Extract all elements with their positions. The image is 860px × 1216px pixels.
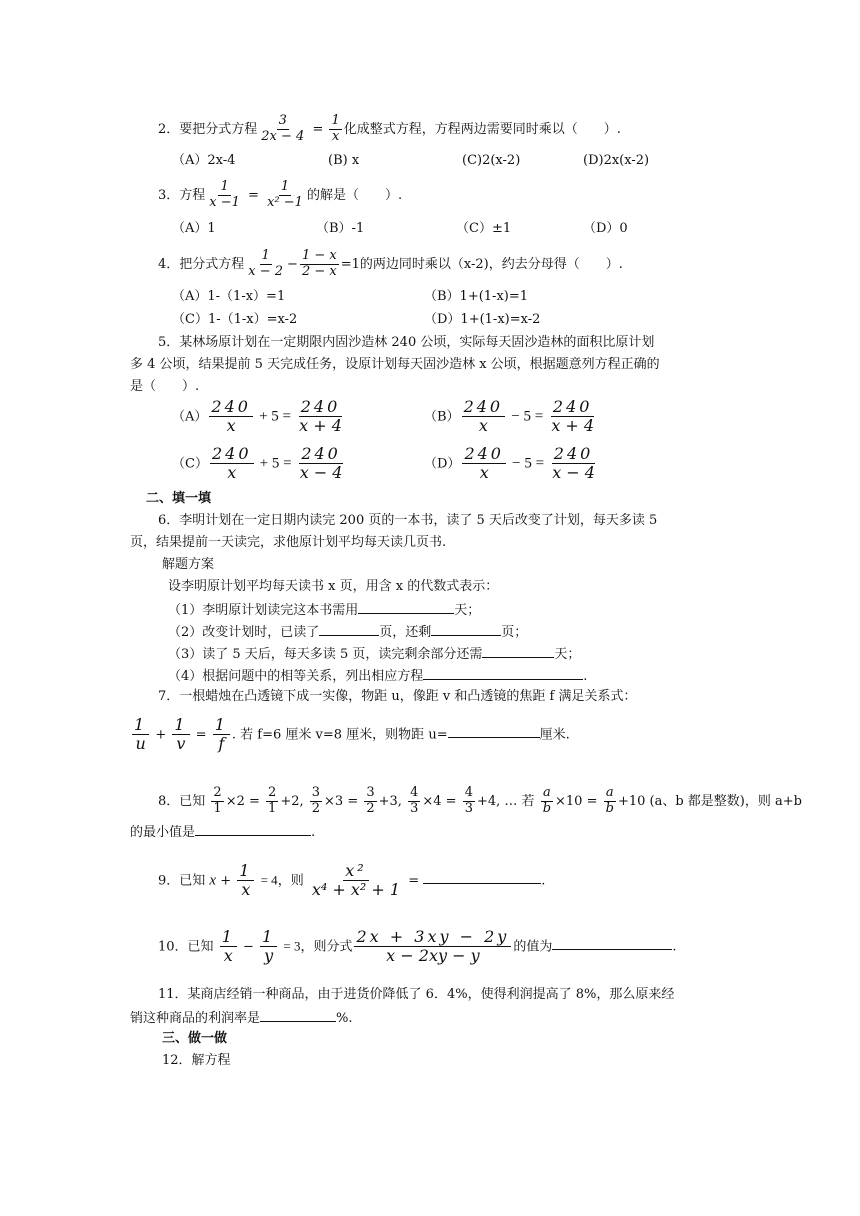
fraction (207, 180, 242, 211)
denominator: x (478, 416, 488, 436)
question-12: 12．解方程 (162, 1053, 231, 1068)
answer-blank[interactable] (482, 644, 554, 658)
step-text: （1）李明原计划读完这本书需用 (168, 603, 359, 618)
denominator: x − 4 (299, 463, 343, 483)
q7-formula-line: $\frac{1}{u}$ + $\frac{1}{v}$ = $\frac{1}{f}$ . 若 f=6 厘米 v=8 厘米，则物距 u= 厘米. (134, 715, 570, 754)
q6-step-3 (168, 644, 580, 664)
numerator: 1 (174, 715, 188, 734)
q10-condition-rhs: = 3 (283, 938, 301, 954)
denominator: x − 2xy − y (386, 946, 480, 966)
step-text: （3）读了 5 天后，每天多读 5 页，读完剩余部分还需 (168, 647, 483, 662)
numerator: 1 (134, 715, 148, 734)
q3-option-d: （D）0 (583, 221, 628, 236)
q3-option-b: （B）-1 (316, 221, 365, 236)
denominator: x (479, 463, 489, 483)
q6-plan-title: 解题方案 (162, 557, 215, 572)
answer-blank[interactable] (195, 822, 311, 836)
q6-setup: 设李明原计划平均每天读书 x 页，用含 x 的代数式表示： (168, 579, 499, 594)
q9-text-end: . (541, 873, 546, 889)
q7-text-end: 厘米. (539, 727, 570, 743)
q6-step-2 (168, 622, 527, 642)
q8-line-2 (130, 822, 315, 842)
q4-option-d: （D）1+(1-x)=x-2 (424, 312, 541, 327)
q10-text-end: . (672, 939, 677, 955)
q5-option-c (172, 445, 346, 483)
q10-text-mid: 的值为 (513, 939, 553, 955)
numerator: 240 (211, 397, 251, 416)
q2-text: 2．要把分式方程 (158, 121, 258, 137)
fraction: $\frac{a}{b}$ (542, 785, 552, 816)
q7-line-1: 7．一根蜡烛在凸透镜下成一实像，物距 u，像距 v 和凸透镜的焦距 f 满足关系式： (158, 689, 637, 704)
operator: + 5 = (259, 408, 291, 425)
q8-condition: (a、b 都是整数)，则 a+b (649, 793, 802, 809)
q8-text: 的最小值是 (130, 825, 196, 840)
question-10: 10．已知 $\frac{1}{x}$ − $\frac{1}{y}$ = 3，则分式 $\frac{2x + 3xy - 2y}{x - 2xy - y}$ 的值为 . (158, 927, 677, 966)
q4-option-b: （B）1+(1-x)=1 (424, 289, 529, 304)
fraction (297, 398, 344, 436)
q2-option-a: （A）2x-4 (172, 153, 236, 168)
q5-option-d (424, 445, 599, 483)
fraction: $\frac{1}{x}$ (239, 861, 253, 900)
fraction (298, 445, 345, 483)
numerator: 240 (553, 444, 594, 463)
q9-condition-rhs: = 4 (260, 872, 278, 888)
fraction: $\frac{1}{x}$ (221, 927, 235, 966)
q11-text: 销这种商品的利润率是 (130, 1011, 261, 1026)
step-text-end: 天； (554, 647, 581, 662)
numerator: x² (345, 861, 367, 880)
fraction (462, 445, 506, 483)
fraction: $\frac{4}{3}$ (464, 785, 473, 816)
option-label: （C） (172, 456, 208, 472)
fraction (132, 716, 149, 754)
step-text-end: . (583, 669, 588, 684)
numerator: 1 (214, 715, 228, 734)
answer-blank[interactable] (431, 622, 501, 636)
step-text-mid: 页，还剩 (379, 625, 432, 640)
denominator: x − 2 (248, 263, 284, 279)
fraction: $\frac{2}{1}$ (268, 785, 277, 816)
q5-option-a (172, 398, 346, 436)
fraction (310, 862, 402, 900)
numerator: 3 (278, 113, 287, 128)
denominator: x −1 (209, 194, 240, 210)
fraction: $\frac{3}{2}$ (311, 785, 321, 816)
q2-text-end: 化成整式方程，方程两边需要同时乘以（ ）. (343, 121, 621, 137)
option-label: （D） (424, 456, 461, 472)
numerator: 1 − x (301, 248, 337, 263)
operator: − 5 = (511, 408, 544, 425)
fraction (210, 445, 254, 483)
fraction (246, 249, 285, 280)
q11-line-2 (130, 1008, 353, 1028)
denominator: x⁴ + x² + 1 (311, 880, 401, 900)
q4-text-end: 的两边同时乘以（x-2)，约去分母得（ ）. (359, 256, 623, 272)
step-text-end: 天； (454, 603, 481, 618)
q6-step-4 (168, 666, 587, 686)
numerator: 1 (220, 179, 229, 194)
q8-text-end: . (311, 825, 316, 840)
q3-option-c: （C）±1 (456, 221, 512, 236)
numerator: 240 (211, 444, 252, 463)
answer-blank[interactable] (319, 622, 379, 636)
option-label: （B） (424, 409, 460, 425)
numerator: 1 (261, 248, 270, 263)
fraction (550, 445, 597, 483)
answer-blank[interactable] (552, 936, 672, 950)
option-label: （A） (172, 409, 208, 425)
q11-line-1: 11．某商店经销一种商品，由于进货价降低了 6．4%，使得利润提高了 8%，那么原来经 (158, 987, 675, 1002)
fraction (462, 398, 506, 436)
denominator: 2x − 4 (261, 128, 305, 144)
denominator: x (227, 463, 237, 483)
equation-rhs: =1 (340, 256, 360, 272)
answer-blank[interactable] (358, 600, 454, 614)
q5-line-2: 多 4 公顷，结果提前 5 天完成任务，设原计划每天固沙造林 x 公顷，根据题意列方程正确的 (130, 357, 660, 372)
operator: − 5 = (512, 455, 545, 472)
denominator: x + 4 (551, 416, 595, 436)
numerator: 2x + 3xy − 2y (356, 927, 510, 946)
q9-then: ，则 (277, 873, 304, 889)
fraction (354, 928, 511, 966)
denominator: x − 4 (552, 463, 595, 483)
numerator: 240 (464, 444, 504, 463)
answer-blank[interactable] (448, 724, 540, 738)
step-text: （2）改变计划时，已读了 (168, 625, 320, 640)
q6-line-2: 页，结果提前一天读完，求他原计划平均每天读几页书. (130, 535, 447, 550)
denominator: 2 − x (301, 263, 337, 279)
fraction: $\frac{a}{b}$ (605, 785, 614, 816)
answer-blank[interactable] (423, 870, 541, 884)
q5-line-3: 是（ ）. (130, 379, 200, 394)
numerator: 1 (331, 113, 340, 128)
q7-text: . 若 f=6 厘米 v=8 厘米，则物距 u= (231, 727, 448, 743)
q3-text: 3．方程 (158, 187, 206, 203)
q4-text: 4．把分式方程 (158, 256, 245, 272)
denominator: x (331, 128, 340, 144)
q9-text: 9．已知 (158, 873, 206, 889)
section-heading-fill: 二、填一填 (146, 491, 212, 506)
numerator: 240 (300, 397, 341, 416)
answer-blank[interactable] (260, 1008, 336, 1022)
numerator: 1 (280, 179, 290, 194)
fraction (300, 249, 339, 280)
q8-if: 若 (521, 793, 535, 809)
fraction (172, 716, 189, 754)
fraction: $\frac{3}{2}$ (366, 785, 375, 816)
q5-line-1: 5．某林场原计划在一定期限内固沙造林 240 公顷，实际每天固沙造林的面积比原计划 (158, 335, 655, 350)
fraction (329, 114, 341, 145)
q2-option-d: (D)2x(x-2) (583, 153, 650, 168)
denominator: x (226, 416, 236, 436)
section-heading-do: 三、做一做 (162, 1031, 228, 1046)
fraction (265, 180, 305, 211)
denominator: v (176, 734, 186, 754)
q10-text: 10．已知 (158, 939, 214, 955)
q5-option-b (424, 398, 598, 436)
operator: + 5 = (259, 455, 292, 472)
q4-option-c: （C）1-（1-x）=x-2 (172, 312, 298, 327)
q6-step-1 (168, 600, 480, 620)
fraction (259, 114, 306, 145)
step-text: （4）根据问题中的相等关系，列出相应方程 (168, 669, 424, 684)
q11-text-end: %. (336, 1011, 353, 1026)
denominator: u (135, 734, 146, 754)
numerator: 240 (552, 397, 593, 416)
q6-line-1: 6．李明计划在一定日期内读完 200 页的一本书，读了 5 天后改变了计划，每天多读 5 (158, 513, 658, 528)
fraction (213, 716, 230, 754)
question-2: 2．要把分式方程 $\frac{3}{2x - 4}$ = $\frac{1}{x}$ 化成整式方程，方程两边需要同时乘以（ ）. (158, 113, 621, 144)
question-3: 3．方程 $\frac{1}{x -1}$ = $\frac{1}{\text{x² −1}}$ 的解是（ ）. (158, 179, 403, 210)
q2-option-c: (C)2(x-2) (462, 153, 521, 168)
question-9: 9．已知 x + $\frac{1}{x}$ = 4，则 $\frac{\text{x²}}{\text{x⁴ + x² + 1}}$ = . (158, 861, 546, 900)
step-text-end: 页； (501, 625, 528, 640)
fraction (549, 398, 596, 436)
denominator: x² −1 (267, 194, 303, 210)
q8-line-1: 8．已知 $\frac{2}{1}$ ×2 = $\frac{2}{1}$ +2, $\frac{3}{2}$ ×3 = $\frac{3}{2}$ +3, $\frac{4}{3}$ ×4 = $\frac{4}{3}$ +4, … 若 $\frac{a}{b}$ ×10 = $\frac{a}{b}$ +10 (a、b 都是整数)，则 a+b (158, 785, 802, 816)
fraction: $\frac{4}{3}$ (410, 785, 419, 816)
q3-text-end: 的解是（ ）. (306, 187, 403, 203)
fraction: $\frac{1}{y}$ (262, 927, 276, 966)
q10-then: ，则分式 (300, 939, 353, 955)
fraction: $\frac{2}{1}$ (213, 785, 222, 816)
answer-blank[interactable] (423, 666, 583, 680)
denominator: f (218, 734, 225, 754)
q3-option-a: （A）1 (172, 221, 216, 236)
numerator: 240 (463, 397, 504, 416)
denominator: x + 4 (299, 416, 342, 436)
question-4: 4．把分式方程 $\frac{1}{x - 2}$ − $\frac{1 - x}{2 - x}$ =1的两边同时乘以（x-2)，约去分母得（ ）. (158, 248, 623, 279)
fraction (209, 398, 253, 436)
numerator: 240 (301, 444, 341, 463)
q8-text: 8．已知 (158, 793, 206, 809)
q2-option-b: (B) x (328, 153, 360, 168)
q4-option-a: （A）1-（1-x）=1 (172, 289, 286, 304)
